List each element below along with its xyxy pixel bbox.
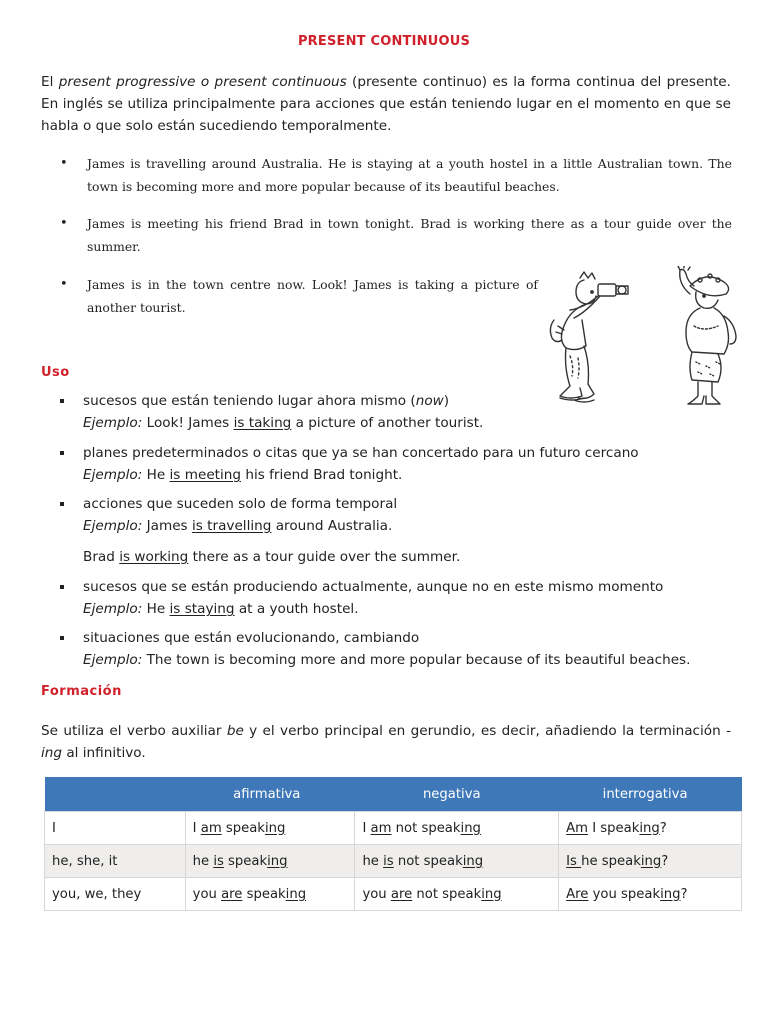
table-row <box>45 845 742 878</box>
uso-heading: Uso <box>41 365 70 380</box>
uso-extra-example: Brad is working there as a tour guide over the summer. <box>83 549 461 565</box>
bullet-square <box>60 585 64 589</box>
intro-text-rest: (presente continuo) es la forma continua del presente. En inglés se utiliza principalmente para acciones que están teniendo lugar en el momento en que se habla o que solo están sucediendo temporalmente. <box>41 74 731 134</box>
story-item: • James is in the town centre now. Look! James is taking a picture of another tourist. <box>56 273 538 319</box>
interrogativa-cell: Is he speaking? <box>559 845 742 878</box>
underlined-verb: is working <box>119 549 189 565</box>
formacion-heading: Formación <box>41 684 122 699</box>
story-item: • James is meeting his friend Brad in town tonight. Brad is working there as a tour guide over the summer. <box>56 212 732 258</box>
bullet-square <box>60 636 64 640</box>
uso-item: acciones que suceden solo de forma temporal Ejemplo: James is travelling around Australia. <box>60 493 397 537</box>
uso-item: sucesos que se están produciendo actualmente, aunque no en este mismo momento Ejemplo: He is staying at a youth hostel. <box>60 576 663 620</box>
tourist-figure <box>678 266 736 404</box>
subject-cell: he, she, it <box>45 845 186 878</box>
uso-item: planes predeterminados o citas que ya se han concertado para un futuro cercano Ejemplo: He is meeting his friend Brad tonight. <box>60 442 639 486</box>
story-list <box>56 212 732 258</box>
negativa-cell: he is not speaking <box>355 845 559 878</box>
header-afirmativa: afirmativa <box>185 777 355 812</box>
intro-italic-term: present progressive o present continuous <box>58 74 347 90</box>
bullet-square <box>60 502 64 506</box>
intro-paragraph <box>41 71 731 137</box>
underlined-verb: is staying <box>169 601 235 617</box>
table-header-row <box>45 777 742 812</box>
uso-item: situaciones que están evolucionando, cambiando Ejemplo: The town is becoming more and more popular because of its beautiful beaches. <box>60 627 690 671</box>
formacion-paragraph: Se utiliza el verbo auxiliar be y el verbo principal en gerundio, es decir, añadiendo la terminación -ing al infinitivo. <box>41 723 731 761</box>
underlined-verb: is taking <box>233 415 292 431</box>
ejemplo-label: Ejemplo: <box>83 518 143 534</box>
uso-item: sucesos que están teniendo lugar ahora mismo (now) Ejemplo: Look! James is taking a picture of another tourist. <box>60 390 483 434</box>
negativa-cell: you are not speaking <box>355 878 559 911</box>
afirmativa-cell: he is speaking <box>185 845 355 878</box>
interrogativa-cell: Are you speaking? <box>559 878 742 911</box>
conjugation-table <box>44 777 742 911</box>
story-list <box>56 152 732 198</box>
page-title: PRESENT CONTINUOUS <box>297 34 471 49</box>
intro-text: El <box>41 74 59 90</box>
header-interrogativa: interrogativa <box>559 777 742 812</box>
afirmativa-cell: you are speaking <box>185 878 355 911</box>
ejemplo-label: Ejemplo: <box>83 467 143 483</box>
bullet-square <box>60 399 64 403</box>
tourists-illustration <box>540 266 744 414</box>
ejemplo-label: Ejemplo: <box>83 601 143 617</box>
ejemplo-label: Ejemplo: <box>83 415 143 431</box>
afirmativa-cell: I am speaking <box>185 812 355 845</box>
header-subject <box>45 777 186 812</box>
subject-cell: you, we, they <box>45 878 186 911</box>
bullet-square <box>60 451 64 455</box>
interrogativa-cell: Am I speaking? <box>559 812 742 845</box>
story-item: • James is travelling around Australia. He is staying at a youth hostel in a little Australian town. The town is becoming more and more popular because of its beautiful beaches. <box>56 152 732 198</box>
underlined-verb: is meeting <box>169 467 242 483</box>
photographer-figure <box>550 272 628 402</box>
negativa-cell: I am not speaking <box>355 812 559 845</box>
story-list <box>56 273 538 319</box>
header-negativa: negativa <box>355 777 559 812</box>
table-row <box>45 812 742 845</box>
ejemplo-label: Ejemplo: <box>83 652 143 668</box>
table-row <box>45 878 742 911</box>
subject-cell: I <box>45 812 186 845</box>
underlined-verb: is travelling <box>191 518 272 534</box>
